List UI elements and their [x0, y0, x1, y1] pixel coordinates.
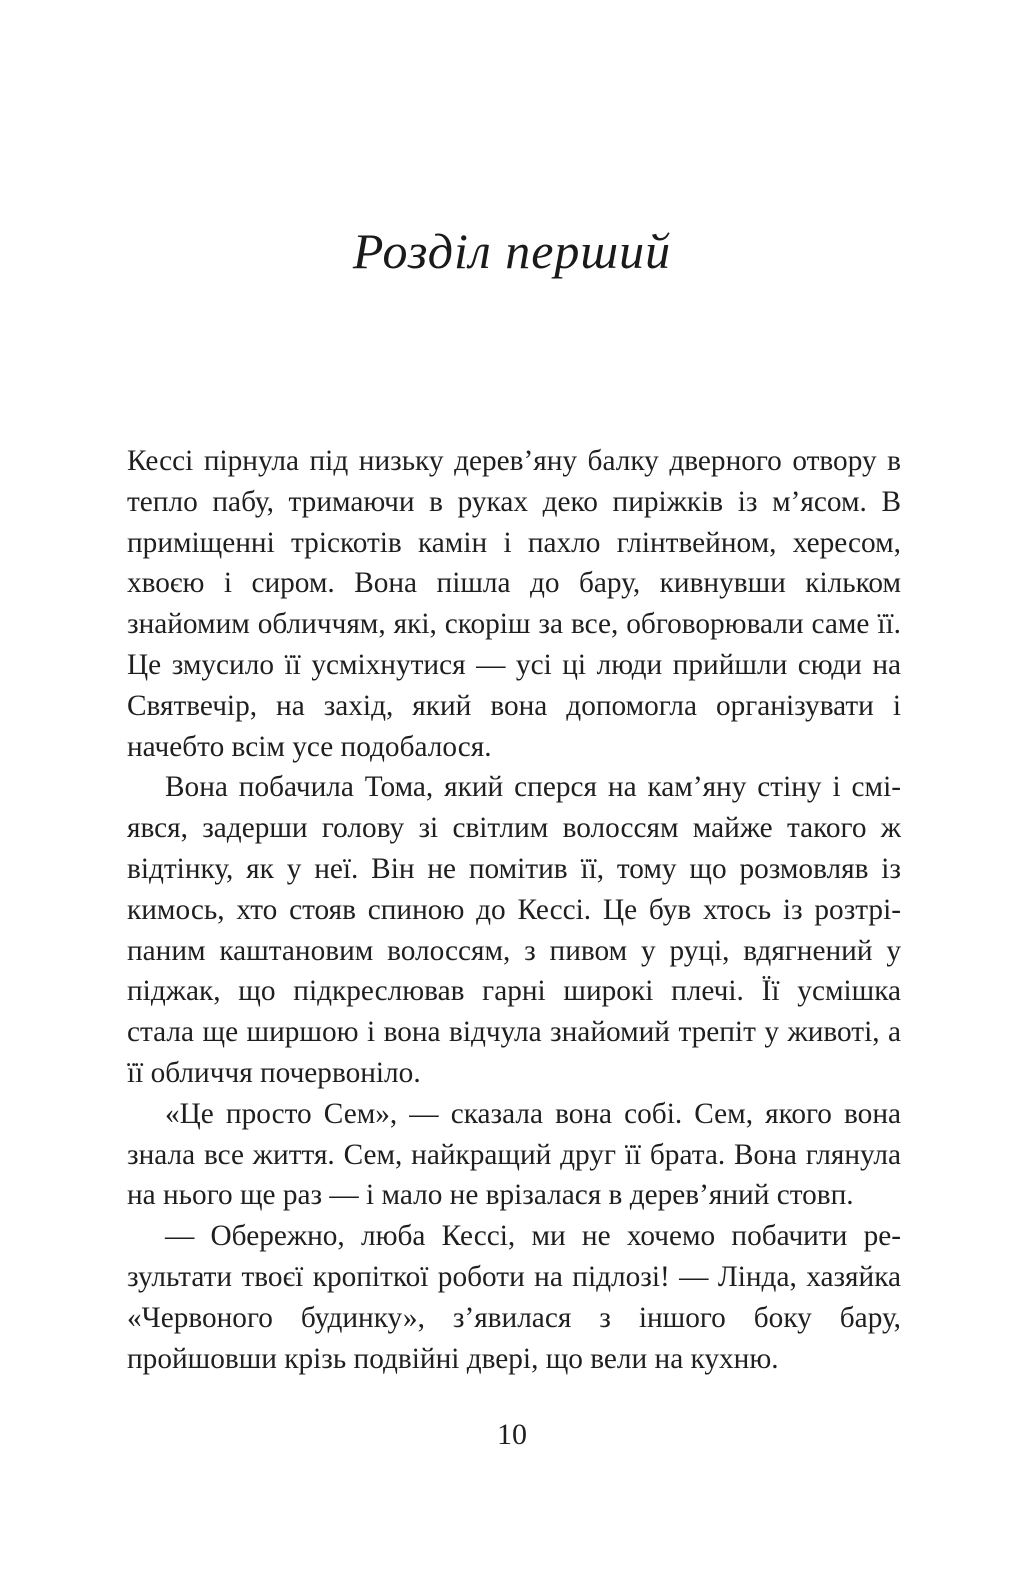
chapter-title: Розділ перший: [352, 223, 672, 279]
paragraph: Кессі пірнула під низьку дерев’яну балку дверного отвору в тепло пабу, тримаючи в руках деко пиріжків із м’ясом. В приміщенні тріскотів камін і пахло глінтвейном, хересом, хвоєю і сиром. Вона пішла до бару, кивнувши кільком знайомим обличчям, які, скоріш за все, обговорювали саме її. Це змусило її усміхнутися — усі ці люди прийшли сюди на Святвечір, на захід, який вона допомогла організувати і начебто всім усе подобалося.: [127, 445, 901, 763]
paragraph: — Обережно, люба Кессі, ми не хочемо побачити результати твоєї кропіткої роботи на підлозі! — Лінда, хазяйка «Червоного будинку», з’явилася з іншого боку бару, пройшовши крізь подвійні двері, що вели на кухню.: [127, 1220, 901, 1375]
page-number: 10: [497, 1418, 527, 1451]
body-text: [127, 441, 901, 1379]
paragraph: Вона побачила Тома, який сперся на кам’яну стіну і сміявся, задерши голову зі світлим волоссям майже такого ж відтінку, як у неї. Він не помітив її, тому що розмовляв із кимось, хто стояв спиною до Кессі. Це був хтось із розтріпаним каштановим волоссям, з пивом у руці, вдягнений у піджак, що підкреслював гарні широкі плечі. Її усмішка стала ще ширшою і вона відчула знайомий трепіт у животі, а її обличчя почервоніло.: [127, 771, 901, 1089]
paragraph: «Це просто Сем», — сказала вона собі. Сем, якого вона знала все життя. Сем, найкращий друг її брата. Вона глянула на нього ще раз — і мало не врізалася в дерев’яний стовп.: [127, 1097, 901, 1212]
